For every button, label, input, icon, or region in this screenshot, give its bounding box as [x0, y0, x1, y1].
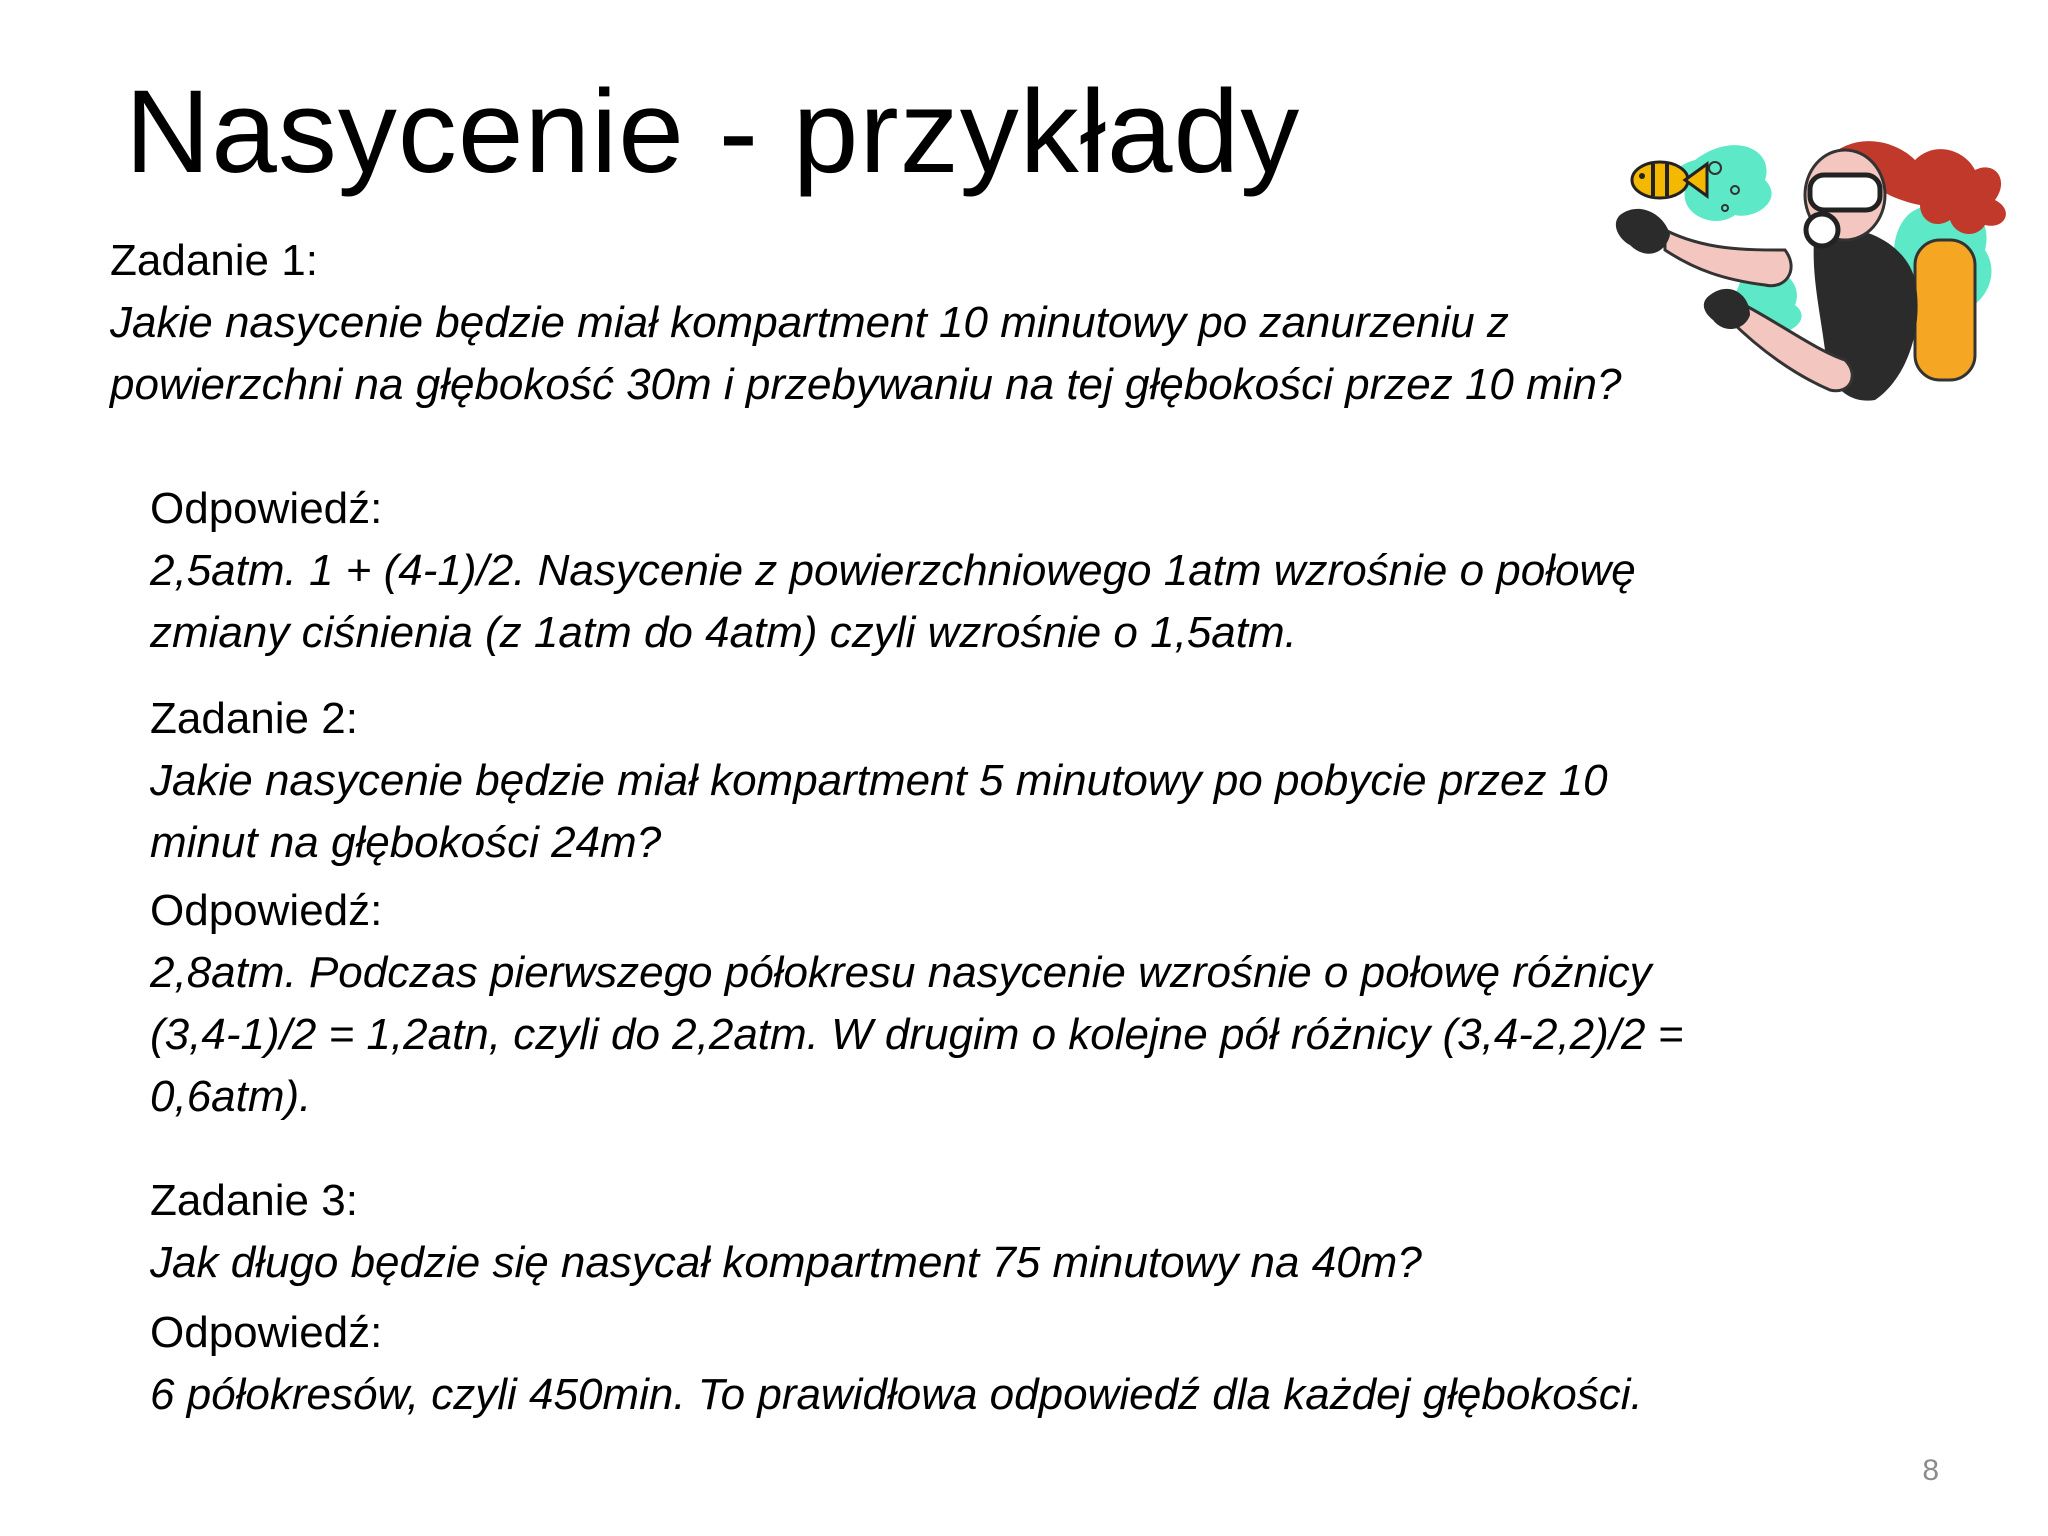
task-1-line: powierzchni na głębokość 30m i przebywaniu na tej głębokości przez 10 min?: [110, 360, 1622, 409]
diver-glove-left: [1616, 209, 1670, 254]
diver-regulator: [1806, 214, 1838, 246]
task-3: [150, 1170, 1422, 1294]
diver-mask: [1810, 175, 1880, 210]
answer-1-line: 2,5atm. 1 + (4-1)/2. Nasycenie z powierzchniowego 1atm wzrośnie o połowę: [150, 546, 1636, 595]
task-2: [150, 688, 1608, 874]
diver-tank: [1915, 240, 1975, 380]
task-2-label: Zadanie 2:: [150, 694, 358, 743]
answer-3: [150, 1302, 1643, 1426]
page-number: 8: [1922, 1454, 1939, 1487]
task-1: [110, 230, 1622, 416]
answer-2-label: Odpowiedź:: [150, 886, 383, 935]
diver-arm-left: [1665, 230, 1791, 286]
answer-2-line: 2,8atm. Podczas pierwszego półokresu nasycenie wzrośnie o połowę różnicy: [150, 948, 1652, 997]
scuba-diver-illustration: [1585, 120, 2015, 410]
answer-2: [150, 880, 1683, 1128]
answer-1-line: zmiany ciśnienia (z 1atm do 4atm) czyli wzrośnie o 1,5atm.: [150, 608, 1297, 657]
answer-2-line: 0,6atm).: [150, 1072, 312, 1121]
task-1-line: Jakie nasycenie będzie miał kompartment 10 minutowy po zanurzeniu z: [110, 298, 1509, 347]
answer-3-label: Odpowiedź:: [150, 1308, 383, 1357]
task-3-line: Jak długo będzie się nasycał kompartment 75 minutowy na 40m?: [150, 1238, 1422, 1287]
slide-title: Nasycenie - przykłady: [125, 66, 1301, 198]
task-2-line: minut na głębokości 24m?: [150, 818, 662, 867]
answer-1-label: Odpowiedź:: [150, 484, 383, 533]
task-3-label: Zadanie 3:: [150, 1176, 358, 1225]
answer-3-line: 6 półokresów, czyli 450min. To prawidłowa odpowiedź dla każdej głębokości.: [150, 1370, 1643, 1419]
task-1-label: Zadanie 1:: [110, 236, 318, 285]
task-2-line: Jakie nasycenie będzie miał kompartment 5 minutowy po pobycie przez 10: [150, 756, 1608, 805]
answer-1: [150, 478, 1636, 664]
answer-2-line: (3,4-1)/2 = 1,2atn, czyli do 2,2atm. W drugim o kolejne pół różnicy (3,4-2,2)/2 =: [150, 1010, 1684, 1059]
